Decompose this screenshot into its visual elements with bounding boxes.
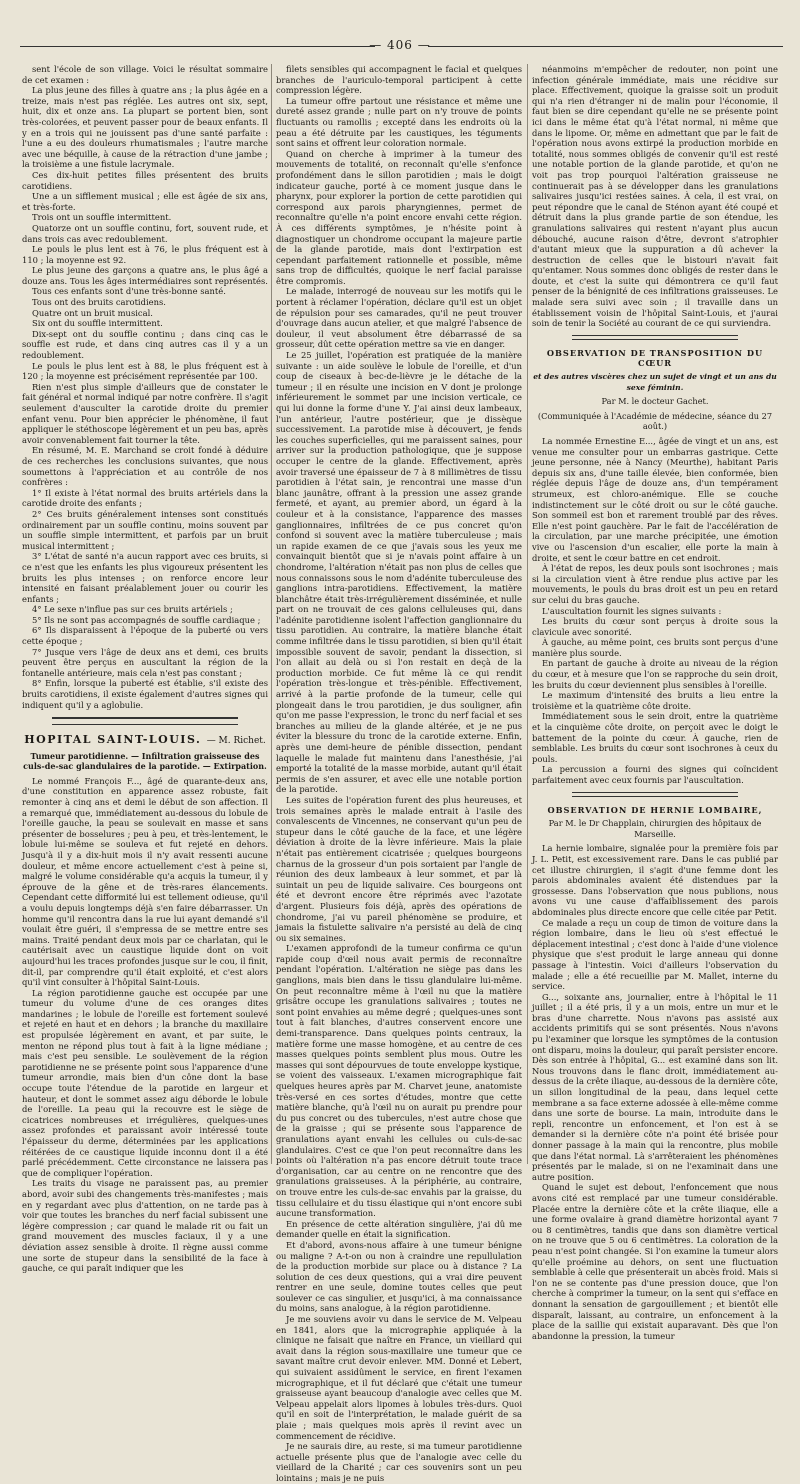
paragraph: Le pouls le plus lent est à 88, le plus fréquent est à 120 ; la moyenne est précisément représentée par 100.	[22, 360, 268, 382]
paragraph: Une a un sifflement musical ; elle est âgée de six ans, et très-forte.	[22, 191, 268, 212]
paragraph: À gauche, au même point, ces bruits sont perçus d'une manière plus sourde.	[532, 637, 778, 658]
paragraph: Quand le sujet est debout, l'enfoncement que nous avons cité est remplacé par une tumeur considérable. Placée entre la dernière côte et la crête iliaque, elle a une forme ovalaire à grand diamètre horizontal ayant 7 ou 8 centimètres, tandis que dans son diamètre vertical on ne trouve que 5 ou 6 centimètres. La coloration de la peau n'est point changée. Si l'on examine la tumeur alors qu'elle proémine au dehors, on sent une fluctuation semblable à celle que présenterait un abcès froid. Mais si l'on ne se contente pas d'une pression douce, que l'on cherche à comprimer la tumeur, on la sent qui s'efface en donnant la sensation de gargouillement ; et bientôt elle disparaît, laissant, au contraire, un enfoncement à la place de la saillie qui existait auparavant. Dès que l'on abandonne la pression, la tumeur	[532, 1182, 778, 1341]
paragraph: La percussion a fourni des signes qui coïncident parfaitement avec ceux fournis par l'auscultation.	[532, 764, 778, 785]
column-divider	[527, 64, 528, 1164]
paragraph: L'examen approfondi de la tumeur confirma ce qu'un rapide coup d'œil nous avait permis de reconnaître pendant l'opération. L'altération ne siège pas dans les ganglions, mais bien dans le tissu glandulaire lui-même. On peut reconnaître même à l'œil nu que la matière grisâtre occupe les granulations salivaires ; toutes ne sont point envahies au même degré ; quelques-unes sont tout à fait blanches, d'autres conservent encore une demi-transparence. Dans quelques points centraux, la matière forme une masse homogène, et au centre de ces masses quelques points semblent plus mous. Outre les masses qui sont dépourvues de toute enveloppe kystique, se voient des vaisseaux. L'examen micrographique fait quelques heures après par M. Charvet jeune, anatomiste très-versé en ces sortes d'études, montre que cette matière blanche, qu'à l'œil nu on aurait pu prendre pour du pus concret ou des tubercules, n'est autre chose que de la graisse ; qui se présente sous l'apparence de granulations ayant envahi les cellules ou culs-de-sac glandulaires. C'est ce que l'on peut reconnaître dans les points où l'altération n'a pas encore détruit toute trace d'organisation, car au centre on ne rencontre que des granulations graisseuses. À la périphérie, au contraire, on trouve entre les culs-de-sac envahis par la graisse, du tissu cellulaire et du tissu élastique qui n'ont encore subi aucune transformation.	[276, 943, 522, 1219]
paragraph: En résumé, M. E. Marchand se croit fondé à déduire de ces recherches les conclusions suivantes, que nous soumettons à l'appréciation et au contrôle de nos confrères :	[22, 445, 268, 488]
hospital-title: HOPITAL SAINT-LOUIS. — M. Richet.	[24, 733, 266, 747]
paragraph: La nommée Ernestine E..., âgée de vingt et un ans, est venue me consulter pour un embarras gastrique. Cette jeune personne, née à Nancy (Meurthe), habitant Paris depuis six ans, d'une taille élevée, bien conformée, bien réglée depuis l'âge de douze ans, d'un tempérament strumeux, est chloro-anémique. Elle se couche indistinctement sur le côté droit ou sur le côté gauche. Son sommeil est bon et rarement troublé par des rêves. Elle n'est point gauchère. Par le fait de l'accélération de la circulation, par une marche précipitée, une émotion vive ou l'ascension d'un escalier, elle porte la main à droite, et sent le cœur battre en cet endroit.	[532, 436, 778, 563]
paragraph: Le maximum d'intensité des bruits a lieu entre la troisième et la quatrième côte droite.	[532, 690, 778, 711]
hospital-subtitle: Tumeur parotidienne. — Infiltration graisseuse des culs-de-sac glandulaires de la parotide. — Extirpation.	[23, 750, 267, 771]
paragraph: Et d'abord, avons-nous affaire à une tumeur bénigne ou maligne ? A-t-on ou non à craindre une repullulation de la production morbide sur place ou à distance ? La solution de ces deux questions, qui a vrai dire peuvent rentrer en une seule, domine toutes celles que peut soulever ce cas singulier, et jusqu'ici, à ma connaissance du moins, sans analogue, à la région parotidienne.	[276, 1239, 522, 1314]
paragraph: Le malade, interrogé de nouveau sur les motifs qui le portent à réclamer l'opération, déclare qu'il est un objet de répulsion pour ses camarades, qu'il ne peut trouver d'ouvrage dans aucun atelier, et que malgré l'absence de douleur, il veut absolument être débarrassé de sa grosseur, dût cette opération mettre sa vie en danger.	[276, 286, 522, 350]
paragraph: Ces dix-huit petites filles présentent des bruits carotidiens.	[22, 169, 268, 191]
paragraph: Six ont du souffle intermittent.	[32, 318, 163, 329]
paragraph: La région parotidienne gauche est occupée par une tumeur du volume d'une de ces oranges dites mandarines ; le lobule de l'oreille est fortement soulevé et rejeté en haut et en dehors ; la branche du maxillaire est propulsée légèrement en avant, et par suite, le menton ne répond plus tout à fait à la ligne médiane ; mais c'est peu sensible. Le soulèvement de la région parotidienne ne se présente point sous l'apparence d'une tumeur arrondie, mais bien d'un cône dont la base occupe toute l'étendue de la parotide en largeur et hauteur, et dont le sommet assez aigu déborde le lobule de l'oreille. La peau qui la recouvre est le siège de cicatrices nombreuses et irrégulières, quelques-unes assez profondes et paraissant avoir intéressé toute l'épaisseur du derme, déterminées par les applications réitérées de ce caustique liquide inconnu dont il a été parlé précédemment. Cette circonstance ne laissera pas que de compliquer l'opération.	[22, 987, 268, 1178]
paragraph: sent l'école de son village. Voici le résultat sommaire de cet examen :	[22, 64, 268, 85]
gachet-note: (Communiquée à l'Académie de médecine, séance du 27 août.)	[537, 410, 773, 432]
paragraph: En présence de cette altération singulière, j'ai dû me demander quelle en était la signification.	[276, 1218, 522, 1240]
paragraph: 1° Il existe à l'état normal des bruits artériels dans la carotide droite des enfants ;	[22, 487, 268, 509]
paragraph: 4° Le sexe n'influe pas sur ces bruits artériels ;	[32, 604, 233, 615]
paragraph: La tumeur offre partout une résistance et même une dureté assez grande ; nulle part on n'y trouve de points fluctuants ou ramollis ; excepté dans les endroits où la peau a été détruite par les caustiques, les téguments sont sains et offrent leur coloration normale.	[276, 95, 522, 149]
paragraph: Les suites de l'opération furent des plus heureuses, et trois semaines après le malade entrait à l'asile des convalescents de Vincennes, ne conservant qu'un peu de stupeur dans le côté gauche de la face, et une légère déviation à droite de la lèvre inférieure. Mais la plaie n'était pas entièrement cicatrisée ; quelques bourgeons charnus de la grosseur d'un pois sortaient par l'angle de réunion des deux lambeaux à leur sommet, et par là suintait un peu de liquide salivaire. Ces bourgeons ont été et devront encore être réprimés avec l'azotate d'argent. Plusieurs fois déjà, après des opérations de chondrome, j'ai vu pareil phénomène se produire, et jamais la fistulette salivaire n'a persisté au delà de cinq ou six semaines.	[276, 794, 522, 943]
paragraph: L'auscultation fournit les signes suivants :	[542, 605, 722, 616]
paragraph: Trois ont un souffle intermittent.	[32, 212, 172, 223]
paragraph: G..., soixante ans, journalier, entre à l'hôpital le 11 juillet ; il a été pris, il y a un mois, entre un mur et le bras d'une charrette. Nous n'avons pas assisté aux accidents primitifs qui se sont présentés. Nous n'avons pu l'examiner que lorsque les symptômes de la contusion ont disparu, moins la douleur, qui paraît persister encore. Dès son entrée à l'hôpital, G... est examiné dans son lit. Nous trouvons dans le flanc droit, immédiatement au-dessus de la crête iliaque, au-dessous de la dernière côte, un sillon longitudinal de la peau, dans lequel cette membrane a sa face externe adossée à elle-même comme dans une sorte de bourse. La main, introduite dans le repli, rencontre un enfoncement, et l'on est à se demander si la dernière côte n'a point été brisée pour donner passage à la main qui la rencontre, plus mobile que dans l'état normal. Là s'arrêteraient les phénomènes présentés par le malade, si on ne l'examinait dans une autre position.	[532, 991, 778, 1182]
paragraph: Tous ces enfants sont d'une très-bonne santé.	[32, 286, 226, 297]
paragraph: Quatre ont un bruit musical.	[32, 307, 153, 318]
paragraph: Les traits du visage ne paraissent pas, au premier abord, avoir subi des changements très-manifestes ; mais en y regardant avec plus d'attention, on ne tarde pas à voir que toutes les branches du nerf facial subissent une légère compression ; car quand le malade rit ou fait un grand mouvement des muscles faciaux, il y a une déviation assez sensible à droite. Il règne aussi comme une sorte de stupeur dans la sensibilité de la face à gauche, ce qui paraît indiquer que les	[22, 1178, 268, 1274]
header-rule-right	[428, 46, 783, 47]
paragraph: Immédiatement sous le sein droit, entre la quatrième et la cinquième côte droite, on perçoit avec le doigt le battement de la pointe du cœur. À gauche, rien de semblable. Les bruits du cœur sont isochrones à ceux du pouls.	[532, 711, 778, 764]
hospital-author: — M. Richet.	[206, 736, 266, 747]
paragraph: La plus jeune des filles à quatre ans ; la plus âgée en a treize, mais n'est pas réglée. Les autres ont six, sept, huit, dix et onze ans. La plupart se portent bien, sont très-colorées, et peuvent passer pour de beaux enfants. Il y en a trois qui ne jouissent pas d'une santé parfaite : l'une a eu des douleurs rhumatismales ; l'autre marche avec une béquille, à cause de la rétraction d'une jambe ; la troisième a une fistule lacrymale.	[22, 85, 268, 170]
page-header	[0, 0, 800, 64]
column-middle	[276, 64, 522, 1483]
paragraph: Le 25 juillet, l'opération est pratiquée de la manière suivante : un aide soulève le lobule de l'oreille, et d'un coup de ciseaux à bec-de-lièvre je le détache de la tumeur ; il en résulte une incision en V dont je prolonge inférieurement le sommet par une incision verticale, ce qui lui donne la forme d'une Y. J'ai ainsi deux lambeaux, l'un antérieur, l'autre postérieur, que je dissèque successivement. La parotide mise à découvert, je fends les couches superficielles, qui me paraissent saines, pour arriver sur la production pathologique, que je suppose occuper le centre de la glande. Effectivement, après avoir traversé une épaisseur de 7 à 8 millimètres de tissu parotidien à l'état sain, je rencontrai une masse d'un blanc jaunâtre, offrant à la pression une assez grande fermeté, et ayant, au premier abord, un égard à la couleur et à la consistance, l'apparence des masses ganglionnaires, infiltrées de ce pus concret qu'on confond si souvent avec la matière tuberculeuse ; mais un rapide examen de ce que j'avais sous les yeux me convainquit bientôt que si je n'avais point affaire à un chondrome, l'altération n'était pas non plus de celles que nous connaissons sous le nom d'adénite tuberculeuse des ganglions intra-parotidiens. Effectivement, la matière blanchâtre était très-irrégulièrement disséminée, et nulle part on ne trouvait de ces galons celluleuses qui, dans l'adénite parotidienne isolent l'affection ganglionnaire du tissu parotidien. Au contraire, la matière blanche était comme infiltrée dans le tissu parotidien, si bien qu'il était impossible souvent de savoir, pendant la dissection, si l'on allait au delà ou si l'on restait en deçà de la production morbide. Ce fut même là ce qui rendit l'opération très-longue et très-pénible. Effectivement, arrivé à la partie profonde de la tumeur, celle qui plongeait dans le trou parotidien, je dus souligner, afin qu'on me passe l'expression, le tronc du nerf facial et ses branches au milieu de la glande altérée, et je ne pus éviter la blessure du tronc de la carotide externe. Enfin, après une demi-heure de pénible dissection, pendant laquelle le malade fut maintenu dans l'anesthésie, j'ai emporté la totalité de la masse morbide, autant qu'il était permis de s'en assurer, et avec elle une notable portion de la parotide.	[276, 350, 522, 795]
column-divider	[271, 64, 272, 1164]
page-number: — 406 —	[369, 38, 431, 52]
paragraph: Je ne saurais dire, au reste, si ma tumeur parotidienne actuelle présente plus que de l'analogie avec celle du vieillard de la Charité ; car ces souvenirs sont un peu lointains ; mais je ne puis	[276, 1441, 522, 1483]
gachet-subtitle: et des autres viscères chez un sujet de vingt et un ans du sexe féminin.	[533, 372, 777, 392]
paragraph: Je me souviens avoir vu dans le service de M. Velpeau en 1841, alors que la micrographie appliquée à la clinique ne faisait que naître en France, un vieillard qui avait dans la région sous-maxillaire une tumeur que ce savant maître crut devoir enlever. MM. Donné et Lebert, qui suivaient assidûment le service, en firent l'examen micrographique, et il fut déclaré que c'était une tumeur graisseuse ayant beaucoup d'analogie avec celles que M. Velpeau appelait alors lipomes à lobules très-durs. Quoi qu'il en soit de l'interprétation, le malade guérit de sa plaie ; mais quelques mois après il revint avec un commencement de récidive.	[276, 1314, 522, 1441]
paragraph: néanmoins m'empêcher de redouter, non point une infection générale immédiate, mais une récidive sur place. Effectivement, quoique la graisse soit un produit qui n'a rien d'étranger ni de malin pour l'économie, il faut bien se dire cependant qu'elle ne se présente point ici dans le même état qu'à l'état normal, ni même que dans le lipome. Or, même en admettant que par le fait de l'opération nous avons extirpé la production morbide en totalité, nous sommes obligés de convenir qu'il est resté une notable portion de la glande parotide, et qu'on ne voit pas trop pourquoi l'altération graisseuse ne continuerait pas à se développer dans les granulations salivaires jusqu'ici restées saines. À cela, il est vrai, on peut répondre que le canal de Sténon ayant été coupé et détruit dans la plus grande partie de son étendue, les granulations salivaires qui restent n'ayant plus aucun débouché, aucune raison d'être, devront s'atrophier d'autant mieux que la suppuration a dû achever la destruction de celles que le bistouri n'avait fait qu'entamer. Nous sommes donc obligés de rester dans le doute, et c'est la suite qui démontrera ce qu'il faut penser de la bénignité de ces infiltrations graisseuses. Le malade sera suivi avec soin ; il travaille dans un établissement voisin de l'hôpital Saint-Louis, et j'aurai soin de tenir la Société au courant de ce qui surviendra.	[532, 64, 778, 329]
paragraph: Tous ont des bruits carotidiens.	[32, 297, 166, 308]
paragraph: Les bruits du cœur sont perçus à droite sous la clavicule avec sonorité.	[532, 616, 778, 637]
paragraph: La hernie lombaire, signalée pour la première fois par J. L. Petit, est excessivement rare. Dans le cas publié par cet illustre chirurgien, il s'agit d'une femme dont les parois abdominales avaient été distendues par la grossesse. Dans l'observation que nous publions, nous avons vu une cause d'affaiblissement des parois abdominales plus directe encore que celle citée par Petit.	[532, 843, 778, 917]
section-ornament	[52, 717, 238, 725]
paragraph: Ce malade a reçu un coup de timon de voiture dans la région lombaire, dans le lieu où s'est effectué le déplacement intestinal ; c'est donc à l'aide d'une violence physique que s'est produit le large anneau qui donne passage à l'intestin. Voici d'ailleurs l'observation du malade ; elle a été recueillie par M. Mallet, interne du service.	[532, 917, 778, 992]
chapplain-author: Par M. le Dr Chapplain, chirurgien des hôpitaux de Marseille.	[548, 818, 762, 839]
section-ornament	[572, 792, 738, 797]
column-left	[22, 64, 268, 1274]
paragraph: Le nommé François F..., âgé de quarante-deux ans, d'une constitution en apparence assez robuste, fait remonter à cinq ans et demi le début de son affection. Il a remarqué que, immédiatement au-dessous du lobule de l'oreille gauche, la peau se soulevait en masse et sans présenter de bosselures ; peu à peu, et très-lentement, le lobule lui-même se souleva et fut rejeté en dehors. Jusqu'à il y a dix-huit mois il n'y avait ressenti aucune douleur, et même encore actuellement c'est à peine si, malgré le volume considérable qu'a acquis la tumeur, il y éprouve de la gêne et de très-rares élancements. Cependant cette difformité lui est tellement odieuse, qu'il a voulu depuis longtemps déjà s'en faire débarrasser. Un homme qu'il rencontra dans la rue lui ayant demandé s'il voulait être guéri, il s'empressa de se mettre entre ses mains. Traité pendant deux mois par ce charlatan, qui le cautérisait avec un caustique liquide dont on voit aujourd'hui les traces profondes jusque sur le cou, il finit, dit-il, par comprendre qu'il était exploité, et c'est alors qu'il vint consulter à l'hôpital Saint-Louis.	[22, 775, 268, 988]
paragraph: À l'état de repos, les deux pouls sont isochrones ; mais si la circulation vient à être rendue plus active par les mouvements, le pouls du bras droit est un peu en retard sur celui du bras gauche.	[532, 563, 778, 605]
paragraph: Le pouls le plus lent est à 76, le plus fréquent est à 110 ; la moyenne est 92.	[22, 244, 268, 265]
paragraph: Le plus jeune des garçons a quatre ans, le plus âgé a douze ans. Tous les âges intermédiaires sont représentés.	[22, 265, 268, 286]
paragraph: 5° Ils ne sont pas accompagnés de souffle cardiaque ;	[32, 614, 261, 625]
paragraph: Dix-sept ont du souffle continu ; dans cinq cas le souffle est rude, et dans cinq autres cas il y a un redoublement.	[22, 328, 268, 361]
paragraph: 6° Ils disparaissent à l'époque de la puberté ou vers cette époque ;	[22, 625, 268, 647]
gachet-author: Par M. le docteur Gachet.	[601, 396, 709, 407]
paragraph: 3° L'état de santé n'a aucun rapport avec ces bruits, si ce n'est que les enfants les plus vigoureux présentent les bruits les plus intenses ; on renforce encore leur intensité en faisant préalablement jouer ou courir les enfants ;	[22, 551, 268, 604]
chapplain-title: OBSERVATION DE HERNIE LOMBAIRE,	[547, 804, 763, 815]
paragraph: Quand on cherche à imprimer à la tumeur des mouvements de totalité, on reconnaît qu'elle s'enfonce profondément dans le sillon parotidien ; mais le doigt indicateur gauche, porté à ce moment jusque dans le pharynx, pour explorer la portion de cette parotidien qui correspond aux parois pharyngiennes, permet de reconnaître qu'elle n'a point encore envahi cette région. À ces différents symptômes, je n'hésite point à diagnostiquer un chondrome occupant la majeure partie de la glande parotide, mais dont l'extirpation est cependant parfaitement rationnelle et possible, même sans trop de difficultés, quoique le nerf facial paraisse être compromis.	[276, 148, 522, 286]
column-right	[532, 64, 778, 1341]
paragraph: Quatorze ont un souffle continu, fort, souvent rude, et dans trois cas avec redoublement.	[22, 222, 268, 244]
paragraph: 2° Ces bruits généralement intenses sont constitués ordinairement par un souffle continu, moins souvent par un souffle simple intermittent, et parfois par un bruit musical intermittent ;	[22, 508, 268, 551]
paragraph: filets sensibles qui accompagnent le facial et quelques branches de l'auriculo-temporal participent à cette compression légère.	[276, 64, 522, 96]
paragraph: 7° Jusque vers l'âge de deux ans et demi, ces bruits peuvent être perçus en auscultant la région de la fontanelle antérieure, mais cela n'est pas constant ;	[22, 646, 268, 678]
gachet-title: OBSERVATION DE TRANSPOSITION DU CŒUR	[546, 347, 764, 369]
paragraph: 8° Enfin, lorsque la puberté est établie, s'il existe des bruits carotidiens, il existe également d'autres signes qui indiquent qu'il y a aglobulie.	[22, 678, 268, 710]
section-ornament	[572, 335, 738, 340]
paragraph: En partant de gauche à droite au niveau de la région du cœur, et à mesure que l'on se rapproche du sein droit, les bruits du cœur deviennent plus sensibles à l'oreille.	[532, 658, 778, 690]
paragraph: Rien n'est plus simple d'ailleurs que de constater le fait général et normal indiqué par notre confrère. Il s'agit seulement d'ausculter la carotide droite du premier enfant venu. Pour bien apprécier le phénomène, il faut appliquer le stéthoscope légèrement et un peu bas, après avoir convenablement fait tourner la tête.	[22, 381, 268, 445]
